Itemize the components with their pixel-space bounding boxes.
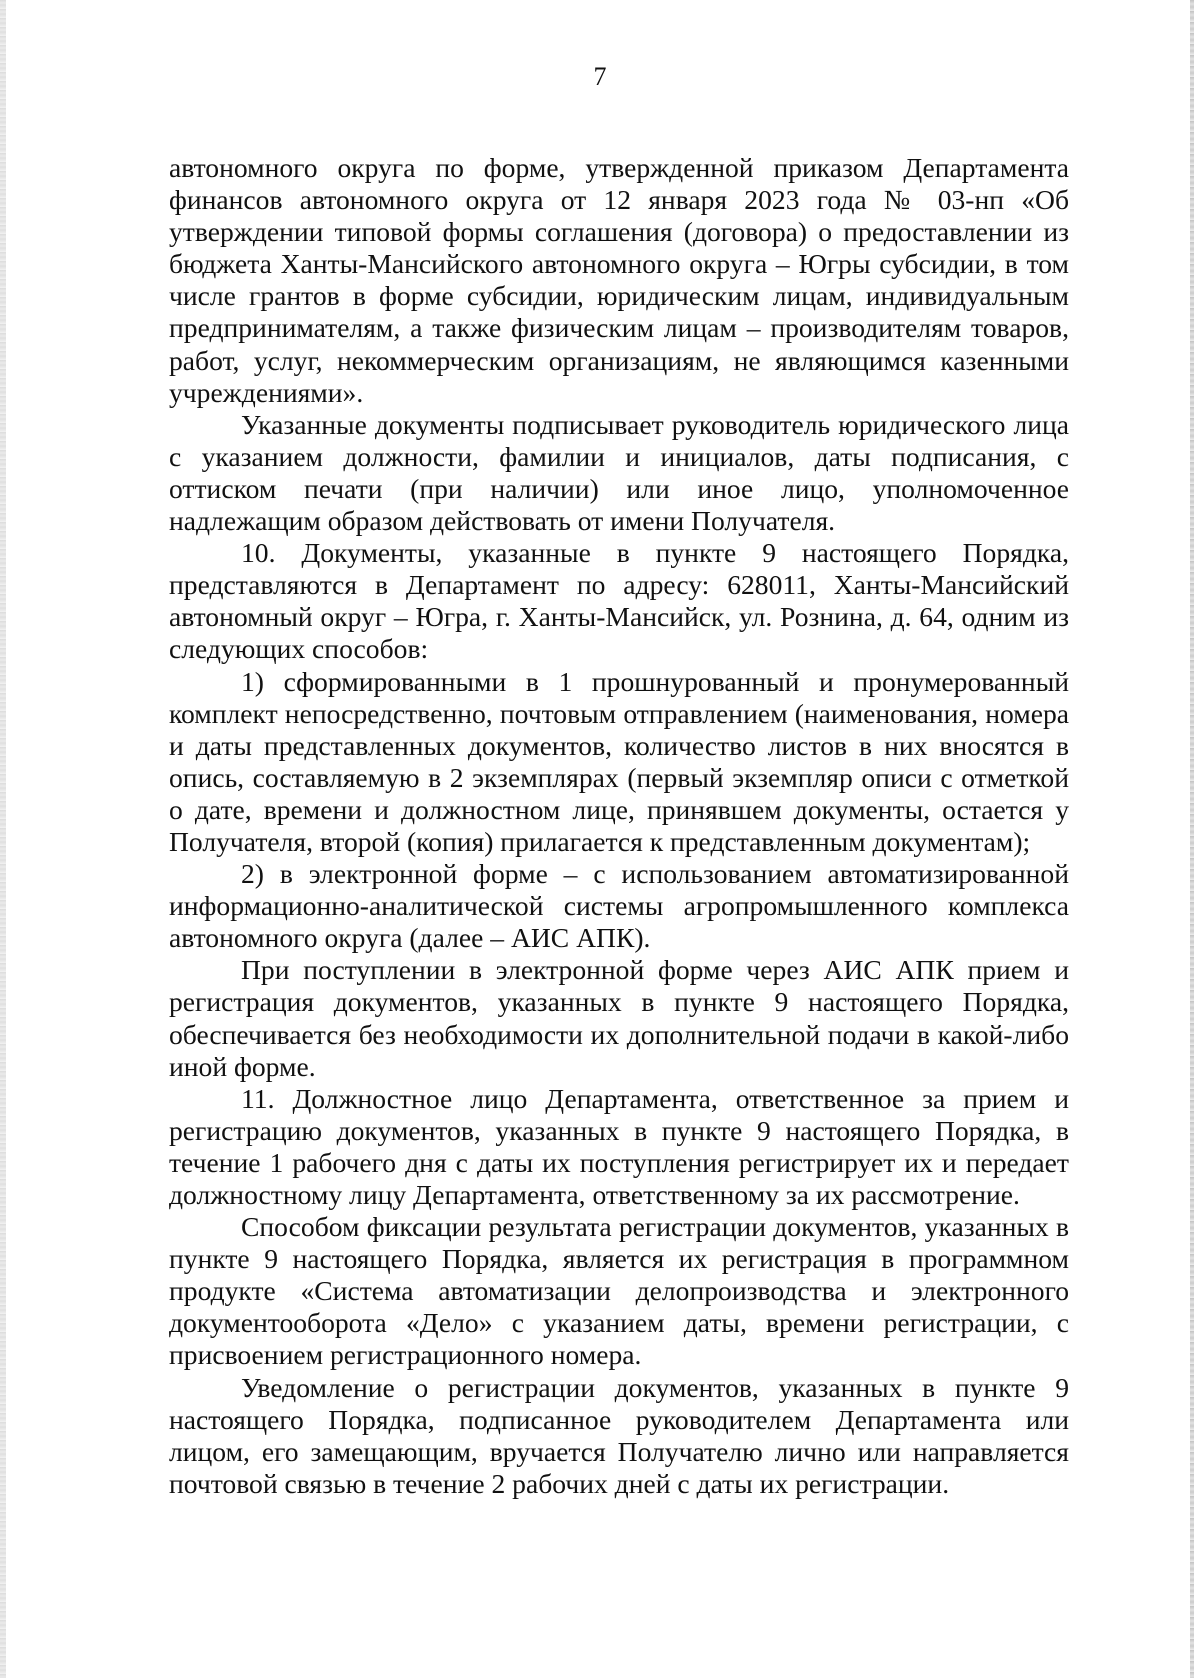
scan-edge-right xyxy=(1190,0,1194,1678)
scan-edge-left xyxy=(0,0,6,1678)
paragraph-notification: Уведомление о регистрации документов, указанных в пункте 9 настоящего Порядка, подписанное руководителем Департамента или лицом, его замещающим, вручается Получателю лично или направляется почтовой связью в течение 2 рабочих дней с даты их регистрации. xyxy=(169,1371,1069,1499)
page-number: 7 xyxy=(593,62,607,91)
paragraph-method-1: 1) сформированными в 1 прошнурованный и пронумерованный комплект непосредственно, почтовым отправлением (наименования, номера и даты представленных документов, количество листов в них вносятся в опись, составляемую в 2 экземплярах (первый экземпляр описи с отметкой о дате, времени и должностном лице, принявшем документы, остается у Получателя, второй (копия) прилагается к представленным документам); xyxy=(169,665,1069,857)
paragraph-continuation: автономного округа по форме, утвержденной приказом Департамента финансов автономного округа от 12 января 2023 года № 03-нп «Об утверждении типовой формы соглашения (договора) о предоставлении из бюджета Ханты-Мансийского автономного округа – Югры субсидии, в том числе грантов в форме субсидии, юридическим лицам, индивидуальным предпринимателям, а также физическим лицам – производителям товаров, работ, услуг, некоммерческим организациям, не являющимся казенными учреждениями». xyxy=(169,152,1069,408)
paragraph-electronic-receipt: При поступлении в электронной форме через АИС АПК прием и регистрация документов, указанных в пункте 9 настоящего Порядка, обеспечивается без необходимости их дополнительной подачи в какой-либо иной форме. xyxy=(169,954,1069,1082)
paragraph-clause-11: 11. Должностное лицо Департамента, ответственное за прием и регистрацию документов, указанных в пункте 9 настоящего Порядка, в течение 1 рабочего дня с даты их поступления регистрирует их и передает должностному лицу Департамента, ответственному за их рассмотрение. xyxy=(169,1082,1069,1210)
paragraph-signatures: Указанные документы подписывает руководитель юридического лица с указанием должности, фамилии и инициалов, даты подписания, с оттиском печати (при наличии) или иное лицо, уполномоченное надлежащим образом действовать от имени Получателя. xyxy=(169,408,1069,537)
document-body xyxy=(169,152,1069,1500)
paragraph-clause-10: 10. Документы, указанные в пункте 9 настоящего Порядка, представляются в Департамент по адресу: 628011, Ханты-Мансийский автономный округ – Югра, г. Ханты-Мансийск, ул. Рознина, д. 64, одним из следующих способов: xyxy=(169,537,1069,665)
paragraph-registration-method: Способом фиксации результата регистрации документов, указанных в пункте 9 настоящего Порядка, является их регистрация в программном продукте «Система автоматизации делопроизводства и электронного документооборота «Дело» с указанием даты, времени регистрации, с присвоением регистрационного номера. xyxy=(169,1211,1069,1371)
paragraph-method-2: 2) в электронной форме – с использованием автоматизированной информационно-аналитической системы агропромышленного комплекса автономного округа (далее – АИС АПК). xyxy=(169,858,1069,954)
